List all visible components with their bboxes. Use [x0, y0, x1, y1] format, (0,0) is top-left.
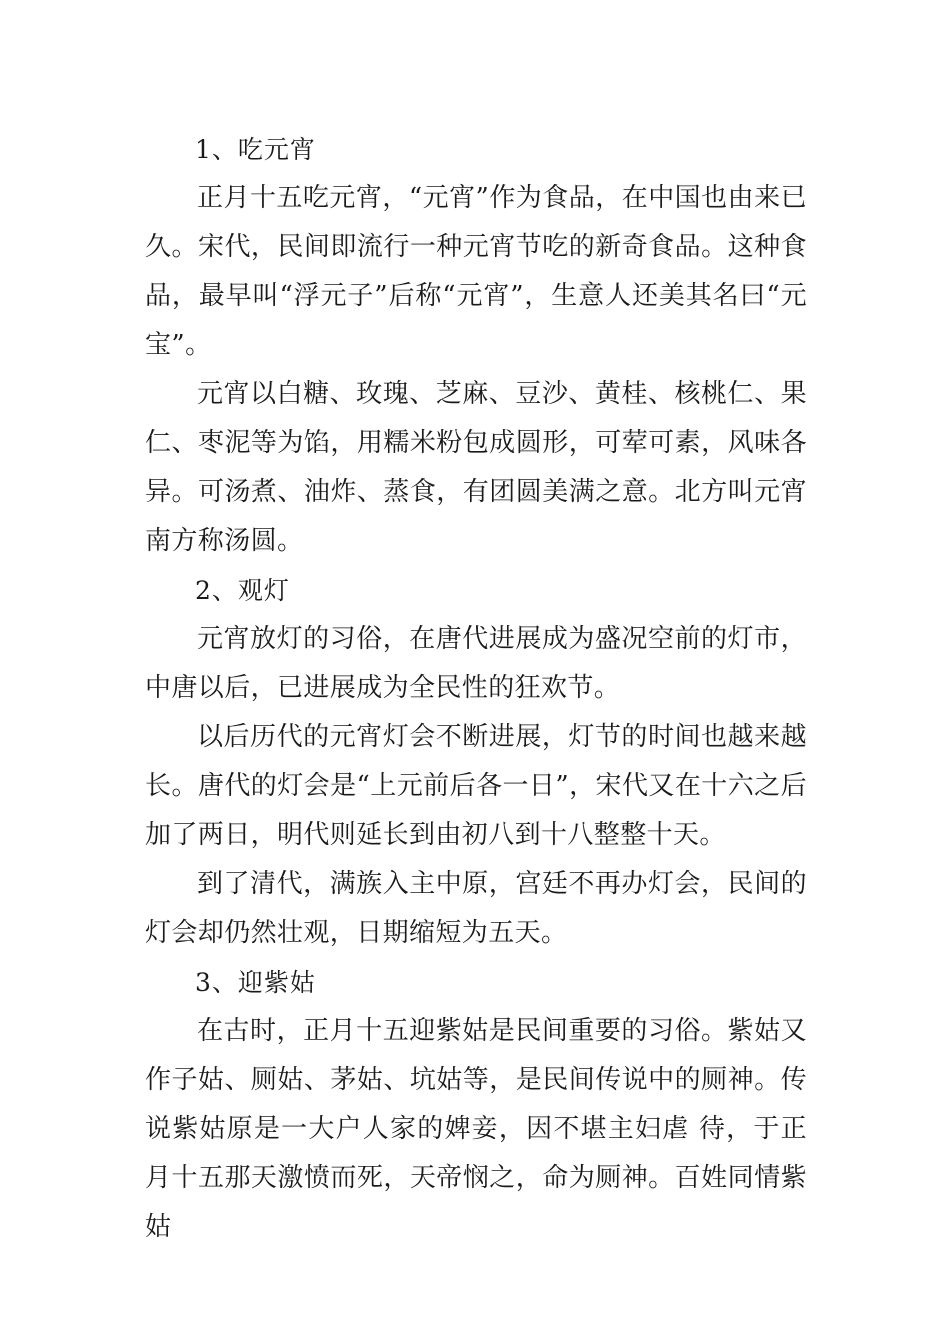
paragraph: 到了清代，满族入主中原，宫廷不再办灯会，民间的灯会却仍然壮观，日期缩短为五天。: [145, 869, 807, 948]
paragraph: 元宵以白糖、玫瑰、芝麻、豆沙、黄桂、核桃仁、果仁、枣泥等为馅，用糯米粉包成圆形，可荤可素，风味各异。可汤煮、油炸、蒸食，有团圆美满之意。北方叫元宵南方称汤圆。: [145, 379, 807, 556]
section-heading: 1、吃元宵: [195, 135, 316, 164]
paragraph: 正月十五吃元宵，“元宵”作为食品，在中国也由来已久。宋代，民间即流行一种元宵节吃的新奇食品。这种食品，最早叫“浮元子”后称“元宵”，生意人还美其名曰“元 宝”。: [145, 183, 807, 360]
section-welcome-zigu: [145, 958, 807, 1252]
paragraph: 以后历代的元宵灯会不断进展，灯节的时间也越来越长。唐代的灯会是“上元前后各一日”，宋代又在十六之后加了两日，明代则延长到由初八到十八整整十天。: [145, 722, 807, 850]
section-eat-yuanxiao: [145, 125, 807, 566]
section-heading: 3、迎紫姑: [195, 968, 316, 997]
section-heading: 2、观灯: [195, 576, 290, 605]
section-lantern-viewing: [145, 566, 807, 958]
document-page: [145, 125, 807, 1252]
paragraph: 元宵放灯的习俗，在唐代进展成为盛况空前的灯市，中唐以后，已进展成为全民性的狂欢节。: [145, 624, 807, 703]
paragraph: 在古时，正月十五迎紫姑是民间重要的习俗。紫姑又作子姑、厕姑、茅姑、坑姑等，是民间传说中的厕神。传说紫姑原是一大户人家的婢妾，因不堪主妇虐 待，于正月十五那天激愤而死，天帝悯之，命为厕神。百姓同情紫姑: [145, 1016, 807, 1242]
